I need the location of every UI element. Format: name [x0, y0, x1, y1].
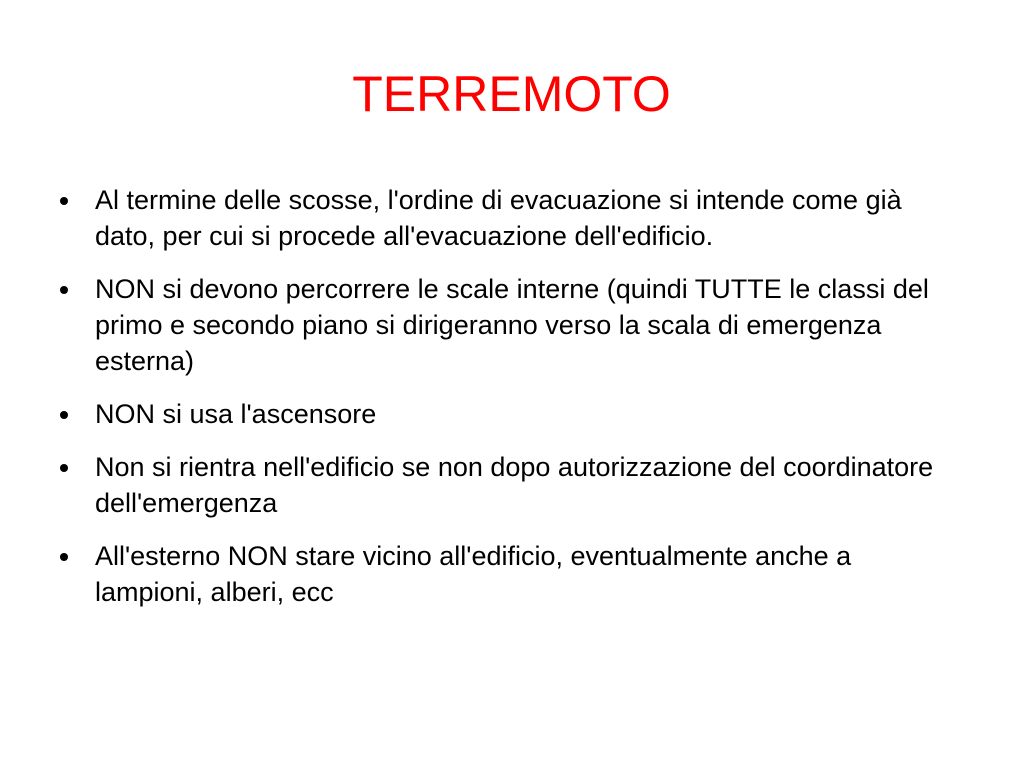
bullet-text: All'esterno NON stare vicino all'edificio, eventualmente anche a lampioni, alberi, ecc — [95, 541, 852, 607]
bullet-dot-icon — [60, 464, 68, 472]
bullet-item — [58, 182, 963, 254]
bullet-dot-icon — [60, 411, 68, 419]
bullet-text: Al termine delle scosse, l'ordine di evacuazione si intende come già dato, per cui si procede all'evacuazione dell'edificio. — [95, 185, 902, 251]
bullet-dot-icon — [60, 286, 68, 294]
bullet-list — [58, 182, 963, 627]
bullet-item — [58, 538, 963, 610]
slide-title: TERREMOTO — [352, 66, 671, 122]
bullet-item — [58, 271, 963, 379]
bullet-item — [58, 449, 963, 521]
bullet-text: NON si usa l'ascensore — [95, 399, 377, 429]
bullet-text: Non si rientra nell'edificio se non dopo autorizzazione del coordinatore dell'emergenza — [95, 452, 934, 518]
bullet-item — [58, 396, 963, 432]
bullet-dot-icon — [60, 553, 68, 561]
bullet-dot-icon — [60, 197, 68, 205]
bullet-text: NON si devono percorrere le scale interne (quindi TUTTE le classi del primo e secondo piano si dirigeranno verso la scala di emergenza esterna) — [95, 274, 929, 376]
